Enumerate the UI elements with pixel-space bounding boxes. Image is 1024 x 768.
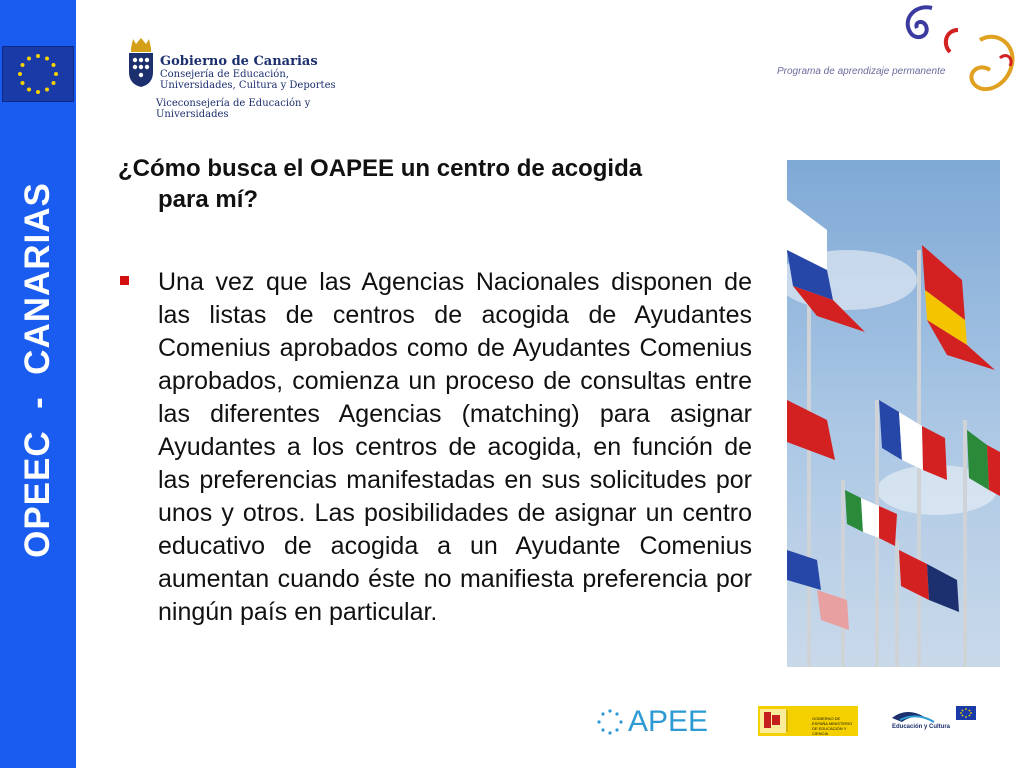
education-culture-text: Educación y Cultura: [892, 724, 951, 730]
education-culture-logo-icon: [890, 704, 978, 740]
government-name: Gobierno de Canarias: [160, 54, 318, 69]
viceconsejeria-text: Viceconsejería de Educación y Universidades: [156, 98, 311, 120]
program-text: Programa de aprendizaje permanente: [777, 66, 946, 77]
bullet-text: Una vez que las Agencias Nacionales disponen de las listas de centros de acogida de Ayudantes Comenius aprobados como de Ayudantes Comenius aprobados, comienza un proceso de consultas entre las diferentes Agencias (matching) para asignar Ayudantes a los centros de acogida, en función de las preferencias manifestadas en sus solicitudes por unos y otros. Las posibilidades de asignar un centro educativo de acogida a un Ayudante Comenius aumentan cuando éste no manifiesta preferencia por ningún país en particular.: [158, 268, 752, 626]
sidebar: [0, 0, 76, 768]
heading-line-2: para mí?: [158, 186, 259, 213]
apee-text: APEE: [628, 705, 709, 738]
apee-stars-icon: [596, 708, 624, 736]
government-text: [160, 54, 350, 91]
government-department: Consejería de Educación, Universidades, Cultura y Deportes: [160, 69, 336, 91]
page-heading: [118, 153, 748, 215]
bullet-item: [120, 266, 752, 629]
heading-line-1: ¿Cómo busca el OAPEE un centro de acogida: [118, 155, 643, 182]
bullet-square-icon: [120, 276, 129, 285]
gobierno-canarias-coat-of-arms-icon: [124, 36, 158, 88]
apee-logo: [596, 704, 708, 740]
sidebar-title: OPEEC - CANARIAS: [18, 182, 57, 558]
ministry-text: GOBIERNO DE ESPAÑA MINISTERIO DE EDUCACIÓN Y CIENCIA: [812, 716, 853, 736]
flags-photo: [787, 160, 1000, 667]
lifelong-learning-logo-icon: [888, 0, 1024, 110]
eu-flag-icon: [2, 46, 74, 102]
